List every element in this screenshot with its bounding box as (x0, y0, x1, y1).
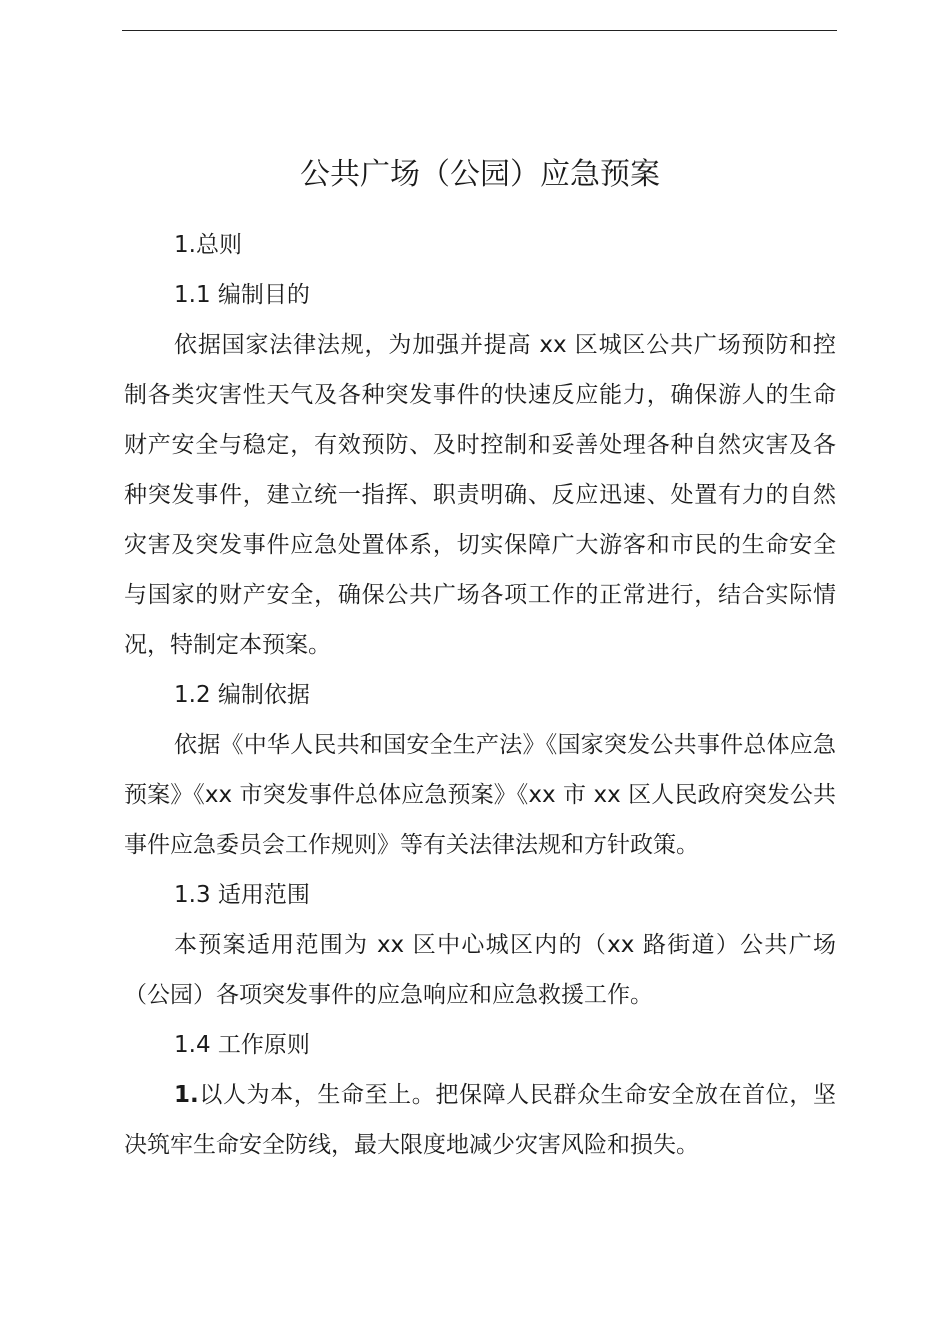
page-title: 公共广场（公园）应急预案 (300, 157, 660, 192)
section-heading-1: 1.总则 (174, 232, 242, 258)
header-rule (122, 30, 837, 31)
section-heading-1-2: 1.2 编制依据 (174, 682, 310, 708)
document-body (124, 150, 836, 1170)
principle-item-1 (124, 1070, 836, 1170)
paragraph-basis: 依据《中华人民共和国安全生产法》《国家突发公共事件总体应急预案》《xx 市突发事件总体应急预案》《xx 市 xx 区人民政府突发公共事件应急委员会工作规则》等有关法律法规和方针政策。 (124, 732, 836, 858)
principle-item-1-number: 1. (174, 1082, 199, 1108)
section-heading-1-4: 1.4 工作原则 (174, 1032, 310, 1058)
paragraph-scope: 本预案适用范围为 xx 区中心城区内的（xx 路街道）公共广场（公园）各项突发事件的应急响应和应急救援工作。 (124, 932, 836, 1008)
principle-item-1-text: 以人为本，生命至上。把保障人民群众生命安全放在首位，坚决筑牢生命安全防线，最大限度地减少灾害风险和损失。 (124, 1082, 836, 1158)
paragraph-purpose: 依据国家法律法规，为加强并提高 xx 区城区公共广场预防和控制各类灾害性天气及各种突发事件的快速反应能力，确保游人的生命财产安全与稳定，有效预防、及时控制和妥善处理各种自然灾害及各种突发事件，建立统一指挥、职责明确、反应迅速、处置有力的自然灾害及突发事件应急处置体系，切实保障广大游客和市民的生命安全与国家的财产安全，确保公共广场各项工作的正常进行，结合实际情况，特制定本预案。 (124, 332, 836, 658)
section-heading-1-3: 1.3 适用范围 (174, 882, 310, 908)
section-heading-1-1: 1.1 编制目的 (174, 282, 310, 308)
